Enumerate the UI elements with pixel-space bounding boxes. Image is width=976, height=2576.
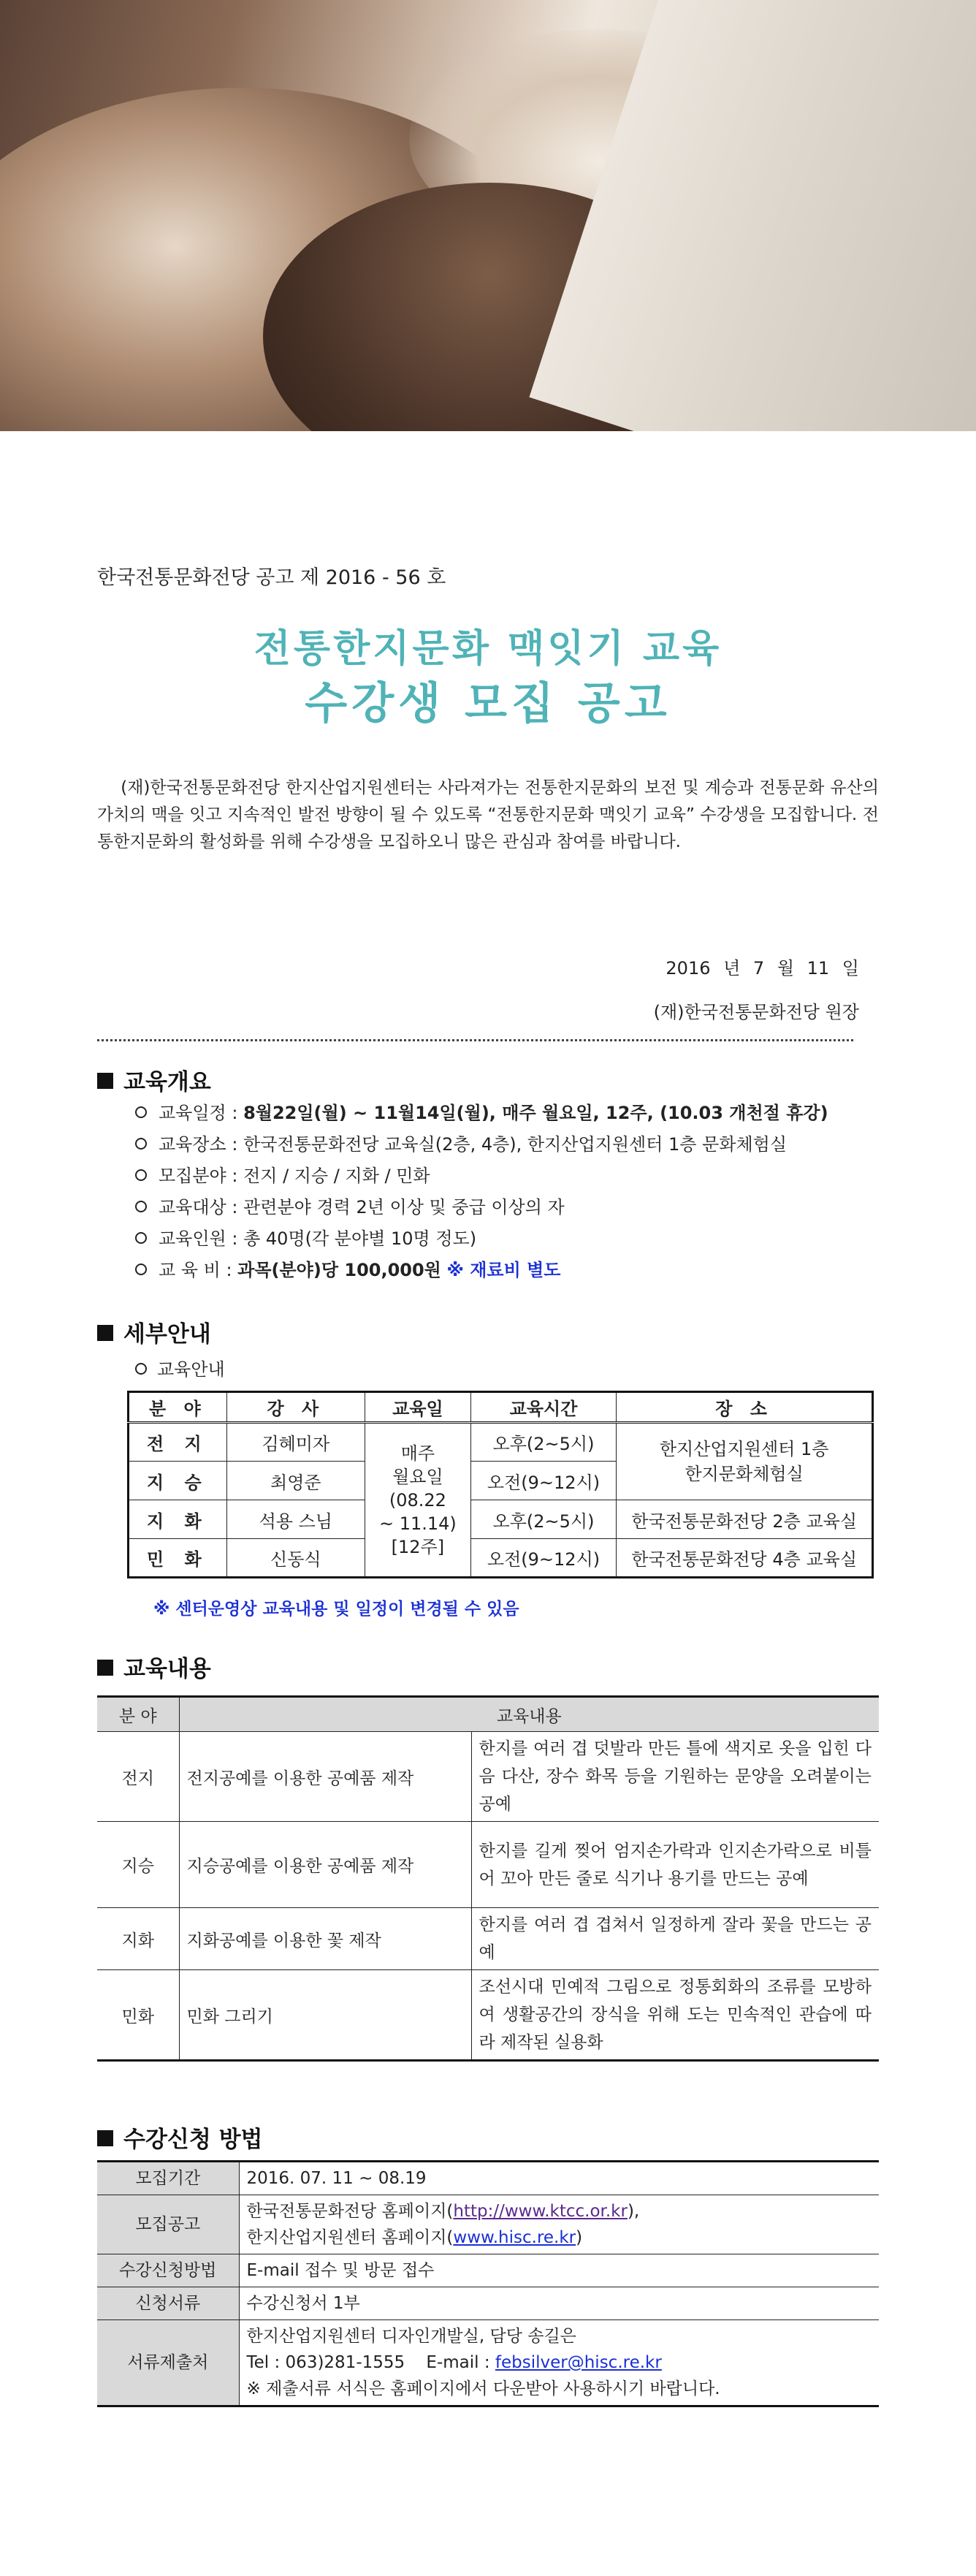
hisc-homepage-link[interactable]: www.hisc.re.kr [453,2228,576,2247]
table-row [97,2287,879,2320]
description-cell: 조선시대 민예적 그림으로 정통회화의 조류를 모방하여 생활공간의 장식을 위해 도는 민속적인 관습에 따라 제작된 실용화 [471,1970,879,2061]
course-cell: 전지공예를 이용한 공예품 제작 [179,1732,471,1822]
description-cell: 한지를 여러 겹 덧발라 만든 틀에 색지로 옷을 입힌 다음 다산, 장수 화목 등을 기원하는 문양을 오려붙이는 공예 [471,1732,879,1822]
dotted-divider [97,1039,853,1041]
notice-value: 한국전통문화전당 홈페이지(http://www.ktcc.or.kr), 한지산업지원센터 홈페이지(www.hisc.re.kr) [239,2195,879,2254]
field-cell: 전 지 [129,1423,227,1462]
time-cell: 오후(2~5시) [470,1423,617,1462]
course-cell: 지승공예를 이용한 공예품 제작 [179,1822,471,1908]
circle-bullet-icon [135,1138,147,1150]
section-heading-detail: 세부안내 [97,1315,211,1348]
square-bullet-icon [97,1325,113,1341]
circle-bullet-icon [135,1363,147,1375]
row-label: 신청서류 [97,2287,239,2320]
schedule-table [127,1391,874,1578]
description-cell: 한지를 여러 겹 겹쳐서 일정하게 잘라 꽃을 만드는 공예 [471,1908,879,1970]
square-bullet-icon [97,1073,113,1089]
section-heading-overview: 교육개요 [97,1063,211,1096]
table-header: 분 야 [97,1697,179,1732]
table-row [97,2195,879,2254]
place-cell: 한국전통문화전당 4층 교육실 [617,1539,873,1578]
detail-sub-label: 교육안내 [135,1355,225,1380]
table-row [97,2162,879,2195]
table-row [97,1970,879,2061]
ktcc-homepage-link[interactable]: http://www.ktcc.or.kr [453,2202,628,2221]
schedule-change-note: ※ 센터운영상 교육내용 및 일정이 변경될 수 있음 [153,1600,519,1619]
table-header: 장 소 [617,1392,873,1423]
page-title-line1: 전통한지문화 맥잇기 교육 [253,627,723,671]
table-row [97,1908,879,1970]
place-cell: 한지산업지원센터 1층 한지문화체험실 [617,1423,873,1500]
table-header-row [97,1697,879,1732]
table-row [129,1500,873,1539]
time-cell: 오후(2~5시) [470,1500,617,1539]
overview-item-fee: 교 육 비 : 과목(분야)당 100,000원 ※ 재료비 별도 [135,1255,828,1286]
email-link[interactable]: febsilver@hisc.re.kr [495,2353,662,2372]
circle-bullet-icon [135,1169,147,1181]
table-row [129,1423,873,1462]
table-row [97,2254,879,2287]
teacher-cell: 석용 스님 [226,1500,365,1539]
hero-hanji-photo [0,0,976,431]
overview-item-target: 교육대상 : 관련분야 경력 2년 이상 및 중급 이상의 자 [135,1192,828,1223]
section-heading-contents: 교육내용 [97,1650,211,1683]
table-row [97,1822,879,1908]
table-row [129,1539,873,1578]
field-cell: 지 승 [129,1462,227,1500]
table-header: 교육일 [365,1392,471,1423]
row-label: 수강신청방법 [97,2254,239,2287]
square-bullet-icon [97,2130,113,2146]
field-cell: 지승 [97,1822,179,1908]
circle-bullet-icon [135,1264,147,1275]
field-cell: 지 화 [129,1500,227,1539]
application-table [97,2160,879,2407]
course-cell: 민화 그리기 [179,1970,471,2061]
field-cell: 민화 [97,1970,179,2061]
description-cell: 한지를 길게 찢어 엄지손가락과 인지손가락으로 비틀어 꼬아 만든 줄로 식기나 용기를 만드는 공예 [471,1822,879,1908]
place-cell: 한국전통문화전당 2층 교육실 [617,1500,873,1539]
table-header: 강 사 [226,1392,365,1423]
table-row [97,2320,879,2406]
method-value: E-mail 접수 및 방문 접수 [239,2254,879,2287]
overview-item-headcount: 교육인원 : 총 40명(각 분야별 10명 정도) [135,1223,828,1255]
overview-item-schedule: 교육일정 : 8월22일(월) ~ 11월14일(월), 매주 월요일, 12주, (10.03 개천절 휴강) [135,1098,828,1129]
row-label: 모집공고 [97,2195,239,2254]
intro-paragraph: (재)한국전통문화전당 한지산업지원센터는 사라져가는 전통한지문화의 보전 및 계승과 전통문화 유산의 가치의 맥을 잇고 지속적인 발전 방향이 될 수 있도록 “전통한지문화 맥잇기 교육” 수강생을 모집합니다. 전통한지문화의 활성화를 위해 수강생을 모집하오니 많은 관심과 참여를 바랍니다. [97,778,880,851]
notice-date: 2016 년 7 월 11 일 [666,958,859,979]
notice-signer: (재)한국전통문화전당 원장 [653,1002,859,1022]
overview-list [135,1098,828,1286]
circle-bullet-icon [135,1106,147,1118]
table-row [97,1732,879,1822]
teacher-cell: 신동식 [226,1539,365,1578]
teacher-cell: 최영준 [226,1462,365,1500]
overview-item-place: 교육장소 : 한국전통문화전당 교육실(2층, 4층), 한지산업지원센터 1층 문화체험실 [135,1129,828,1160]
circle-bullet-icon [135,1232,147,1244]
course-cell: 지화공예를 이용한 꽃 제작 [179,1908,471,1970]
row-label: 서류제출처 [97,2320,239,2406]
table-header: 교육내용 [179,1697,879,1732]
page-title-line2: 수강생 모집 공고 [305,678,671,729]
period-value: 2016. 07. 11 ~ 08.19 [239,2162,879,2195]
notice-number: 한국전통문화전당 공고 제 2016 - 56 호 [97,566,446,589]
time-cell: 오전(9~12시) [470,1462,617,1500]
table-header: 교육시간 [470,1392,617,1423]
field-cell: 전지 [97,1732,179,1822]
contents-table [97,1695,879,2062]
docs-value: 수강신청서 1부 [239,2287,879,2320]
section-heading-apply: 수강신청 방법 [97,2121,262,2154]
field-cell: 지화 [97,1908,179,1970]
row-label: 모집기간 [97,2162,239,2195]
teacher-cell: 김혜미자 [226,1423,365,1462]
submit-value: 한지산업지원센터 디자인개발실, 담당 송길은 Tel : 063)281-1555 E-mail : febsilver@hisc.re.kr ※ 제출서류 서식은 홈페이지에서 다운받아 사용하시기 바랍니다. [239,2320,879,2406]
field-cell: 민 화 [129,1539,227,1578]
circle-bullet-icon [135,1201,147,1212]
table-header-row [129,1392,873,1423]
time-cell: 오전(9~12시) [470,1539,617,1578]
square-bullet-icon [97,1660,113,1676]
overview-item-fields: 모집분야 : 전지 / 지승 / 지화 / 민화 [135,1160,828,1192]
day-cell: 매주 월요일 (08.22 ~ 11.14) [12주] [365,1423,471,1578]
table-header: 분 야 [129,1392,227,1423]
